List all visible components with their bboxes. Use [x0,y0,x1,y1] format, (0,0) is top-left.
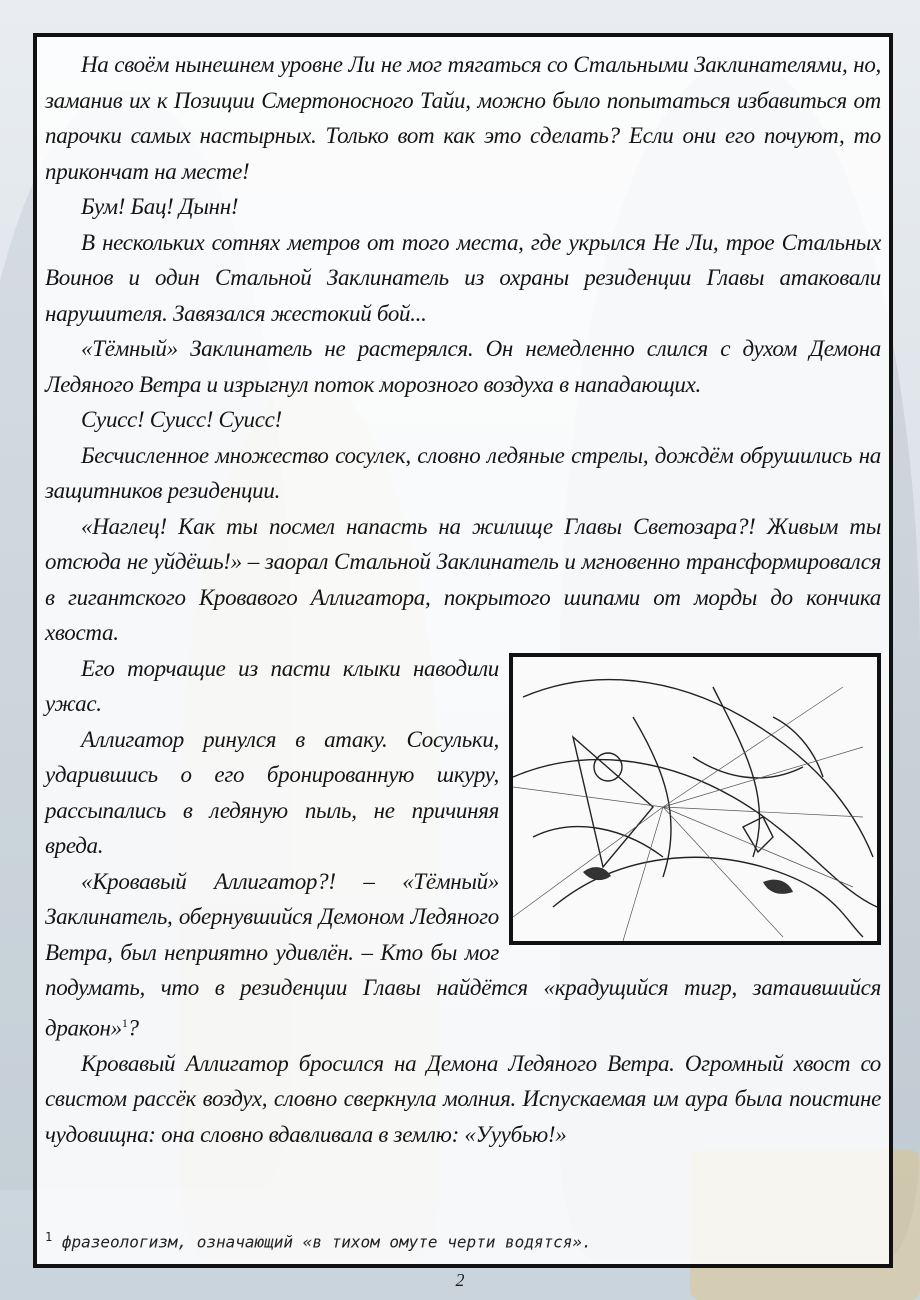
illustration-sketch [513,657,877,941]
paragraph: В нескольких сотнях метров от того места, где укрылся Не Ли, трое Стальных Воинов и один Стальной Заклинатель из охраны резиденции Главы атаковали нарушителя. Завязался жестокий бой... [45,229,881,326]
paragraph: Бум! Бац! Дынн! [81,194,239,219]
body-text [45,47,881,1152]
paragraph-text: «Кровавый Аллигатор?! – «Тёмный» Заклинатель, обернувшийся Демоном Ледяного Ветра, был неприятно удивлён. – Кто бы мог подумать, что в резиденции Главы найдётся «крадущийся тигр, затаившийся дракон» [45,868,881,1041]
text-frame [33,33,893,1268]
paragraph: На своём нынешнем уровне Ли не мог тягаться со Стальными Заклинателями, но, заманив их к Позиции Смертоносного Тайи, можно было попытаться избавиться от парочки самых настырных. Только вот как это сделать? Если они его почуют, то прикончат на месте! [45,52,881,184]
footnote-reference-suffix: ? [127,1015,139,1041]
paragraph: Аллигатор ринулся в атаку. Сосульки, ударившись о его бронированную шкуру, рассыпались в ледяную пыль, не причиняя вреда. [45,726,499,858]
paragraph: Его торчащие из пасти клыки наводили ужас. [45,655,499,716]
paragraph: Суисс! Суисс! Суисс! [81,407,282,432]
paragraph: Бесчисленное множество сосулек, словно ледяные стрелы, дождём обрушились на защитников резиденции. [45,442,881,503]
footnote-number: 1 [45,1230,53,1244]
page-number: 2 [455,1270,465,1290]
footnote [45,1230,592,1251]
paragraph: «Наглец! Как ты посмел напасть на жилище Главы Светозара?! Живым ты отсюда не уйдёшь!» – заорал Стальной Заклинатель и мгновенно трансформировался в гигантского Кровавого Аллигатора, покрытого шипами от морды до кончика хвоста. [45,513,881,645]
manga-illustration [509,653,881,945]
footnote-reference: 1 [121,1015,128,1030]
paragraph: Кровавый Аллигатор бросился на Демона Ледяного Ветра. Огромный хвост со свистом рассёк воздух, словно сверкнула молния. Испускаемая им аура была поистине чудовищна: она словно вдавливала в землю: «Ууубью!» [45,1050,881,1147]
paragraph: «Тёмный» Заклинатель не растерялся. Он немедленно слился с духом Демона Ледяного Ветра и изрыгнул поток морозного воздуха в нападающих. [45,336,881,397]
footnote-text: фразеологизм, означающий «в тихом омуте черти водятся». [61,1232,592,1252]
